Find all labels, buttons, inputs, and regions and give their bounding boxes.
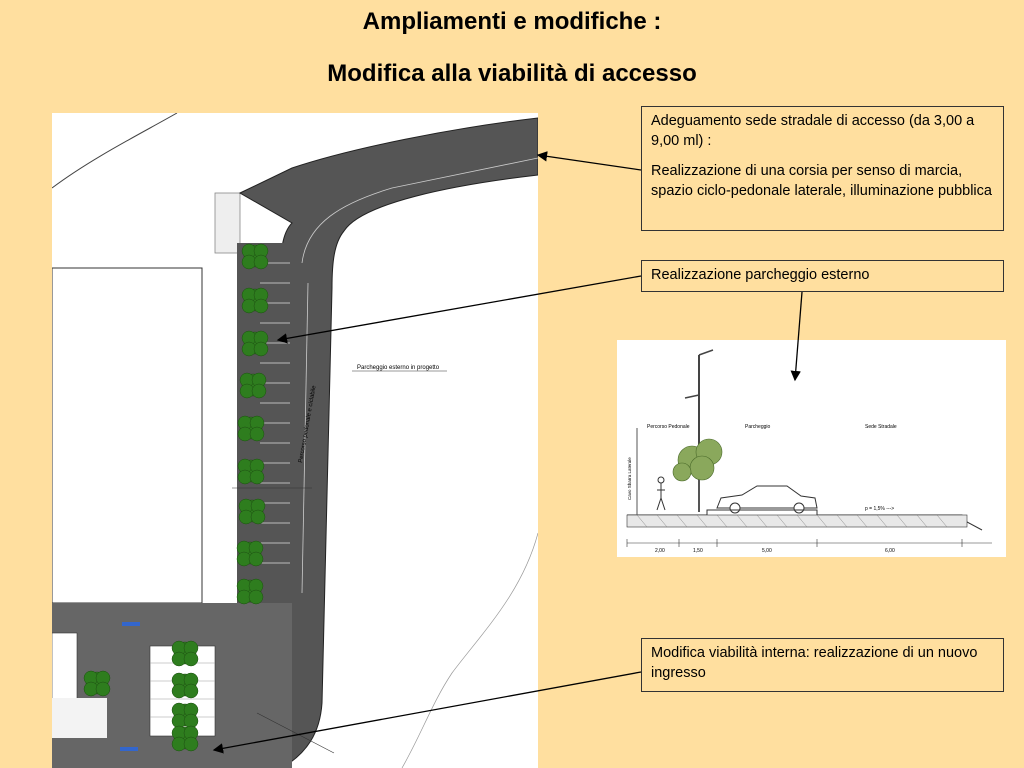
tree-icon bbox=[172, 726, 198, 751]
callout-road-upgrade bbox=[641, 106, 1004, 231]
tree-icon bbox=[240, 373, 266, 398]
tree-icon bbox=[237, 579, 263, 604]
section-dim-4: 6,00 bbox=[885, 548, 895, 554]
tree-icon bbox=[242, 288, 268, 313]
plan-road-label: Percorso pedonale e ciclabile bbox=[298, 385, 318, 464]
section-slope-label: p = 1,5% ---> bbox=[865, 506, 895, 512]
callout-road-upgrade-line2: Realizzazione di una corsia per senso di marcia, spazio ciclo-pedonale laterale, illuminazione pubblica bbox=[651, 163, 992, 199]
arrow-road-upgrade bbox=[538, 155, 641, 170]
site-plan-drawing bbox=[52, 113, 538, 768]
section-dim-1: 2,00 bbox=[655, 548, 665, 554]
tree-icon bbox=[172, 641, 198, 666]
section-label-road: Sede Stradale bbox=[865, 424, 897, 430]
tree-icon bbox=[238, 416, 264, 441]
tree-icon bbox=[239, 499, 265, 524]
tree-icon bbox=[172, 703, 198, 728]
section-dim-2: 1,50 bbox=[693, 548, 703, 554]
slide-title-line2: Modifica alla viabilità di accesso bbox=[327, 60, 697, 87]
slide-title-line1: Ampliamenti e modifiche : bbox=[362, 8, 662, 35]
tree-icon bbox=[242, 331, 268, 356]
tree-icon bbox=[237, 541, 263, 566]
tree-icon bbox=[172, 673, 198, 698]
road-section-drawing bbox=[617, 340, 1006, 557]
callout-parking-text: Realizzazione parcheggio esterno bbox=[651, 267, 870, 283]
tree-icon bbox=[84, 671, 110, 696]
callout-road-upgrade-line1: Adeguamento sede stradale di accesso (da 3,00 a 9,00 ml) : bbox=[651, 113, 975, 149]
callout-parking bbox=[641, 260, 1004, 292]
section-label-parking: Parcheggio bbox=[745, 424, 771, 430]
plan-parking-label: Parcheggio esterno in progetto bbox=[357, 365, 440, 371]
tree-icon bbox=[238, 459, 264, 484]
section-vertical-label: Cavo Sbarra Laterale bbox=[627, 457, 632, 500]
section-label-pedestrian: Percorso Pedonale bbox=[647, 424, 690, 430]
callout-internal-road-text: Modifica viabilità interna: realizzazione di un nuovo ingresso bbox=[651, 645, 978, 681]
section-dim-3: 5,00 bbox=[762, 548, 772, 554]
callout-internal-road bbox=[641, 638, 1004, 692]
tree-icon bbox=[242, 244, 268, 269]
